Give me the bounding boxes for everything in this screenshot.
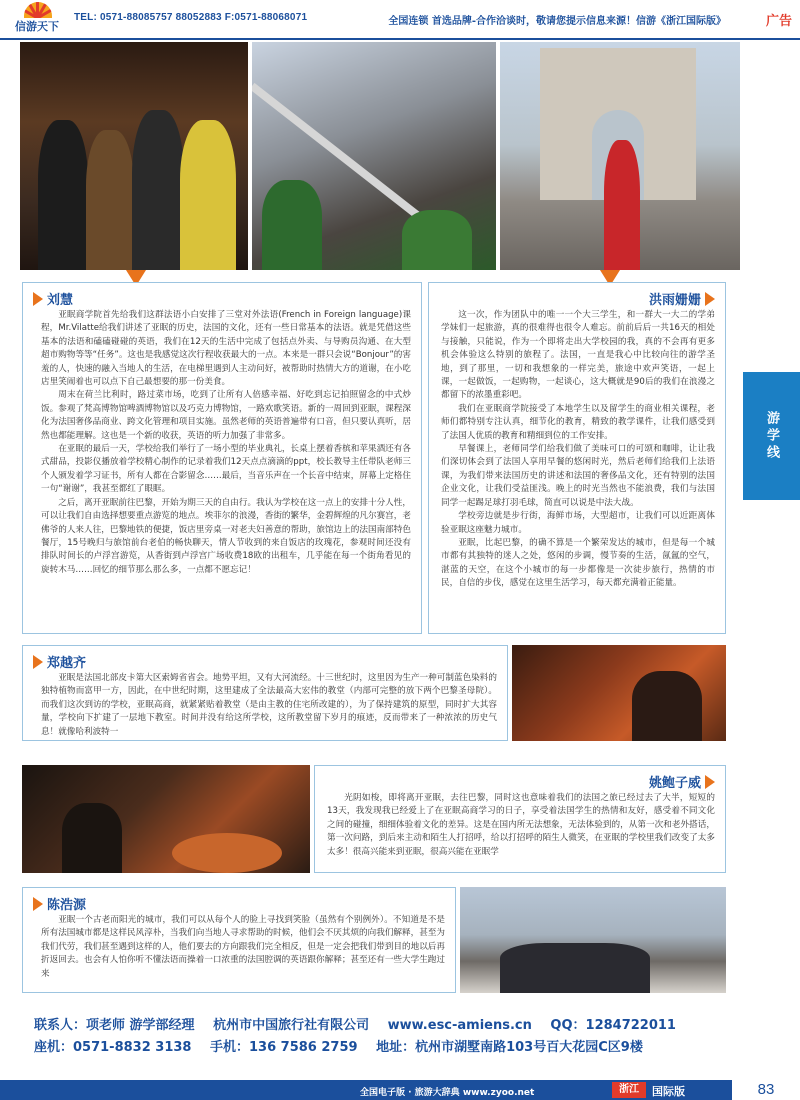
author-name bbox=[649, 772, 715, 791]
article-paragraph: 周末在荷兰比利时，路过菜市场，吃到了让所有人倍感幸福、好吃到忘记拍照留念的中式炒饭。参观了梵高博物馆啤酒博物馆以及巧克力博物馆，一路欢歌笑语。新的一周回到亚眠，课程深化为法国奢侈品商业、跨文化管理和项目实施。虽然老师的英语普遍带有口音，但只要认真听，居然也都能理解。这也是一个新的收获，英语的听力加强了非常多。 bbox=[41, 390, 411, 441]
page-number: 83 bbox=[732, 1080, 800, 1100]
page-header bbox=[0, 0, 800, 40]
article-paragraph: 在亚眠的最后一天，学校给我们举行了一场小型的毕业典礼，长桌上摆着香槟和苹果酒还有各式甜品，投影仪播放着学校精心制作的记录着我们12天点点滴滴的ppt，校长教导主任带队老师三个人颁发着学习证书，所有人都在合影留念……最后，当音乐声在一个长音中结束，屏幕上定格住一句“谢谢”，我甚至都红了眼眶。 bbox=[41, 444, 411, 495]
logo bbox=[6, 2, 68, 38]
arrow-right-icon bbox=[705, 775, 715, 789]
footer-region-tag: 浙江 bbox=[612, 1082, 646, 1098]
photo-seafood-dinner bbox=[22, 765, 310, 873]
article-yao-bao-zi-wei bbox=[314, 765, 726, 873]
photo-girls-restaurant bbox=[20, 42, 248, 270]
article-paragraph: 亚眠，比起巴黎，的确不算是一个繁荣发达的城市，但是每一个城市都有其独特的迷人之处，悠闲的步调，慢节奏的生活，氤氲的空气，湛蓝的天空，在这个小城市的每一步都像是一次徒步旅行，热情的市民，自信的步伐，感觉在这里生活学习，每天都充满着正能量。 bbox=[441, 537, 715, 589]
header-slogan: 全国连锁 首选品牌-合作洽谈时，敬请您提示信息来源！信游《浙江国际版》 bbox=[388, 16, 726, 27]
arrow-right-icon bbox=[33, 292, 43, 306]
contact-line-2 bbox=[34, 1036, 774, 1055]
article-body bbox=[41, 914, 445, 990]
article-paragraph: 之后，离开亚眠前往巴黎，开始为期三天的自由行。我认为学校在这一点上的安排十分人性，可以让我们自由选择想要重点游览的地点。埃菲尔的浪漫，香街的繁华，金碧辉煌的凡尔赛宫，老佛爷的人来人往，巴黎地铁的便捷，饭店里旁桌一对老夫妇善意的帮助，旅馆边上的法国南部特色餐厅，15号晚归与旅馆前台老伯的畅快聊天，情人节收到的来自饭店的玫瑰花，参观时间还没有排队时间长的卢浮宫游览，从香街到卢浮宫广场收费18欧的出租车，几乎能在每一个街角看见的旋转木马……回忆的细节那么那么多，一点都不愿忘记！ bbox=[41, 497, 411, 575]
contact-website[interactable]: www.esc-amiens.cn bbox=[387, 1018, 532, 1033]
photo-arc-de-triomphe bbox=[500, 42, 740, 270]
arrow-right-icon bbox=[33, 655, 43, 669]
contact-company: 杭州市中国旅行社有限公司 bbox=[213, 1018, 370, 1033]
article-chen-hao-yuan bbox=[22, 887, 456, 993]
article-paragraph: 亚眠商学院首先给我们这群法语小白安排了三堂对外法语(French in Foreign language)课程，Mr.Vilatte给我们讲述了亚眠的历史，法国的文化，还有一些日常基本的法语。就是凭借这些基本的法语和磕磕碰碰的英语，我们在12天的生活中完成了包括点外卖、与导购员沟通、在大型超市购物等等“任务”。这也是我感觉这次行程收获最大的一点。本来是一群只会说“Bonjour”的害羞的人，快速的融入当地人的生活，在电梯里遇到人主动问好，被帮助时热情大方的道谢，在小吃店里笑闹着也可以点下自己最想要的那一份美食。 bbox=[41, 310, 411, 388]
article-paragraph: 我们在亚眠商学院接受了本地学生以及留学生的商业相关课程，老师们都特别专注认真，细节化的教育，精致的教学课件，让我们感受到了法国人优质的教育和精细到位的工作安排。 bbox=[441, 403, 715, 441]
article-hong-yu-shan bbox=[428, 282, 726, 634]
author-name-text: 洪雨姗姗 bbox=[648, 293, 701, 308]
footer-text: 全国电子版 · 旅游大辞典 www.zyoo.net bbox=[360, 1088, 535, 1098]
article-paragraph: 亚眠一个古老而阳光的城市，我们可以从每个人的脸上寻找到笑脸（虽然有个别例外）。不知道是不是所有法国城市都是这样民风淳朴，当我们向当地人寻求帮助的时候，他们会不厌其烦的向我们解释，甚至为我们代劳，我们甚至遇到这样的人，他们要去的方向跟我们完全相反，但是一定会把我们带到目的地以后再折返回去。也会有人怕你听不懂法语而操着一口浓重的法国腔调的英语跟你解释；甚至还有一些大学生跑过来 bbox=[41, 915, 445, 979]
contact-qq: QQ：1284722011 bbox=[550, 1018, 676, 1033]
article-paragraph: 早餐课上，老师同学们给我们做了美味可口的可颂和咖啡，让让我们深切体会到了法国人享用早餐的悠闲时光，然后老师们给我们上法语课，为我们带来法国历史的讲述和法国的奢侈品文化，还有特别的法国企业文化，让我们受益匪浅。晚上的时光当然也不能浪费，我们与法国同学一起踢足球打羽毛球，简直可以说是中法大战。 bbox=[441, 444, 715, 508]
photo-group-stairs bbox=[252, 42, 496, 270]
arrow-right-icon bbox=[705, 292, 715, 306]
author-name bbox=[33, 894, 86, 913]
contact-person: 联系人：项老师 游学部经理 bbox=[34, 1018, 195, 1033]
article-liu-hui bbox=[22, 282, 422, 634]
article-paragraph: 学校旁边就是步行街，海鲜市场，大型超市，让我们可以近距离体验亚眠这座魅力城市。 bbox=[441, 511, 715, 535]
header-tel: TEL: 0571-88085757 88052883 F:0571-88068071 bbox=[74, 12, 308, 23]
ad-tag: 广告 bbox=[765, 14, 792, 29]
contact-line-1 bbox=[34, 1014, 774, 1033]
author-name bbox=[649, 289, 715, 308]
author-name bbox=[33, 289, 73, 308]
travel-line-tab: 游学线 bbox=[743, 372, 800, 500]
sun-logo-icon bbox=[24, 2, 52, 18]
logo-text: 信游天下 bbox=[15, 20, 59, 33]
author-name-text: 郑越齐 bbox=[47, 656, 87, 671]
arrow-right-icon bbox=[33, 897, 43, 911]
author-name-text: 陈浩源 bbox=[47, 898, 87, 913]
author-name-text: 姚鲍子威 bbox=[648, 776, 701, 791]
contact-mobile: 手机：136 7586 2759 bbox=[210, 1040, 358, 1055]
article-body bbox=[41, 309, 411, 629]
contact-landline: 座机：0571-8832 3138 bbox=[34, 1040, 192, 1055]
author-name bbox=[33, 652, 86, 671]
contact-address: 地址：杭州市湖墅南路103号百大花园C区9楼 bbox=[376, 1040, 643, 1055]
article-body bbox=[441, 309, 715, 629]
article-paragraph: 这一次，作为团队中的唯一一个大三学生，和一群大一大二的学弟学妹们一起旅游，真的很难得也很令人难忘。前前后后一共16天的相处与接触，只能说，作为一个即将走出大学校园的我，真的不会再有更多机会体验这么特别的旅程了。法国，一直是我心中比较向往的游学圣地，到了那里，一切和我想象的一样完美，旅途中欢声笑语，一起上课，一起做饭，一起购物，一起谈心，这大概就是90后的我们在浪漫之都留下的浓墨重彩吧。 bbox=[441, 310, 715, 401]
article-body bbox=[41, 672, 497, 738]
photo-girl-cafe bbox=[512, 645, 726, 741]
article-body bbox=[327, 792, 715, 872]
article-zheng-yue-qi bbox=[22, 645, 508, 741]
footer-edition: 国际版 bbox=[652, 1085, 685, 1098]
photo-notre-dame-group bbox=[460, 887, 726, 993]
article-paragraph: 亚眠是法国北部皮卡第大区索姆省省会。地势平坦，又有大河流经。十三世纪时，这里因为生产一种可制蓝色染料的独特植物而富甲一方，因此，在中世纪时期，这里建成了全法最高大宏伟的教堂（内部可完整的放下两个巴黎圣母院）。而我们这次到访的学校，亚眠高商，就紧紧贴着教堂（是由主教的住宅所改建的），为了保持建筑的原型，同时扩大其容量，学校向下扩建了一层地下教室。时间并没有给这所学校，这所教堂留下岁月的痕迹，反而带来了一种浓浓的历史气息！就像哈利波特一 bbox=[41, 673, 497, 737]
author-name-text: 刘慧 bbox=[47, 293, 74, 308]
article-paragraph: 光阴如梭，即将离开亚眠，去往巴黎，同时这也意味着我们的法国之旅已经过去了大半，短短的13天，我发现我已经爱上了在亚眠高商学习的日子，享受着法国学生的热情和友好，感受着不同文化之间的碰撞，细细体验着文化的差异。这是在国内所无法想象，无法体验到的，从第一次和老外搭话，第一次问路，到后来主动和陌生人打招呼，给以打招呼的陌生人微笑，在亚眠的学校里我们改变了太多太多！很高兴能来到亚眠，很高兴能在亚眠学 bbox=[327, 793, 715, 857]
